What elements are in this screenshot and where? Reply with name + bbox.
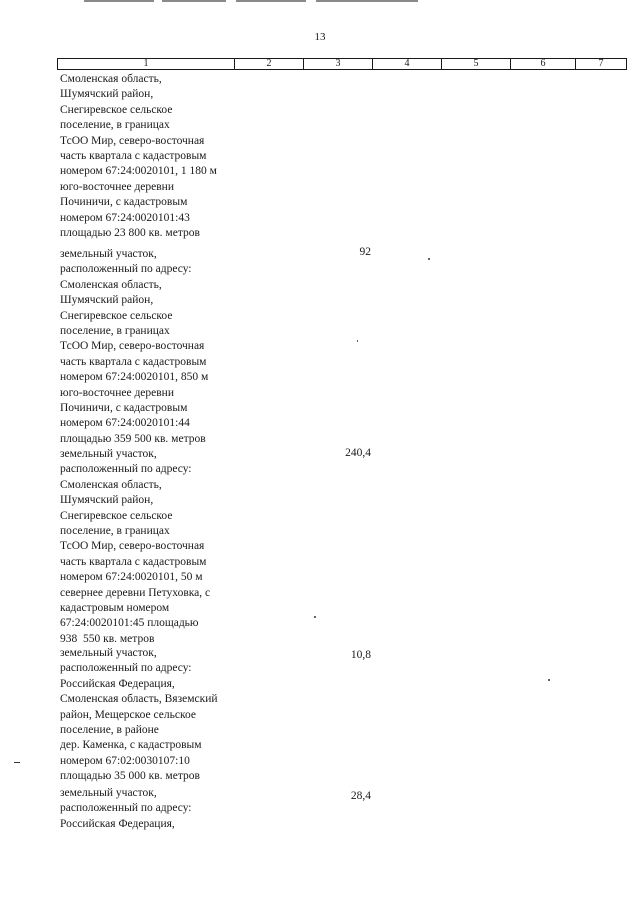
column-header-row: [58, 59, 627, 70]
land-plot-value-44: 92: [359, 246, 371, 258]
column-header-3: 3: [304, 59, 373, 70]
scan-speck: [428, 258, 430, 260]
scan-speck: [548, 679, 550, 681]
scan-rule-1: [84, 0, 154, 2]
land-plot-value-next: 28,4: [350, 790, 371, 802]
land-plot-value-45: 240,4: [345, 447, 371, 459]
column-header-table: [57, 58, 627, 70]
page-number: 13: [314, 31, 326, 43]
column-header-4: 4: [373, 59, 442, 70]
column-header-1: 1: [58, 59, 235, 70]
scan-speck: [314, 616, 316, 618]
land-plot-description-44: земельный участок, расположенный по адресу: Смоленская область, Шумячский район, Снегиревское сельское поселение, в границах ТсОО Мир, северо-восточная часть квартала с кадастровым номером 67:24:0020101, 850 м юго-восточнее деревни Починичи, с кадастровым номером 67:24:0020101:44 площадью 359 500 кв. метров: [60, 248, 209, 445]
scan-speck: [14, 762, 20, 763]
scan-rule-3: [236, 0, 306, 2]
column-header-2: 2: [235, 59, 304, 70]
column-header-6: 6: [511, 59, 576, 70]
scan-rule-4: [316, 0, 418, 2]
scan-speck: [357, 340, 358, 342]
scan-rule-2: [162, 0, 226, 2]
land-plot-description-next: земельный участок, расположенный по адресу: Российская Федерация,: [60, 787, 192, 830]
column-header-7: 7: [576, 59, 627, 70]
land-plot-description-45: земельный участок, расположенный по адресу: Смоленская область, Шумячский район, Снегиревское сельское поселение, в границах ТсОО Мир, северо-восточная часть квартала с кадастровым номером 67:24:0020101, 50 м севернее деревни Петуховка, с кадастровым номером 67:24:0020101:45 площадью 938 550 кв. метров: [60, 448, 211, 645]
land-plot-description-10: земельный участок, расположенный по адресу: Российская Федерация, Смоленская область, Вяземский район, Мещерское сельское поселение, в районе дер. Каменка, с кадастровым номером 67:02:0030107:10 площадью 35 000 кв. метров: [60, 647, 218, 783]
land-plot-value-10: 10,8: [350, 649, 371, 661]
land-plot-description-43: Смоленская область, Шумячский район, Снегиревское сельское поселение, в границах ТсОО Мир, северо-восточная часть квартала с кадастровым номером 67:24:0020101, 1 180 м юго-восточнее деревни Починичи, с кадастровым номером 67:24:0020101:43 площадью 23 800 кв. метров: [60, 73, 217, 240]
column-header-5: 5: [442, 59, 511, 70]
